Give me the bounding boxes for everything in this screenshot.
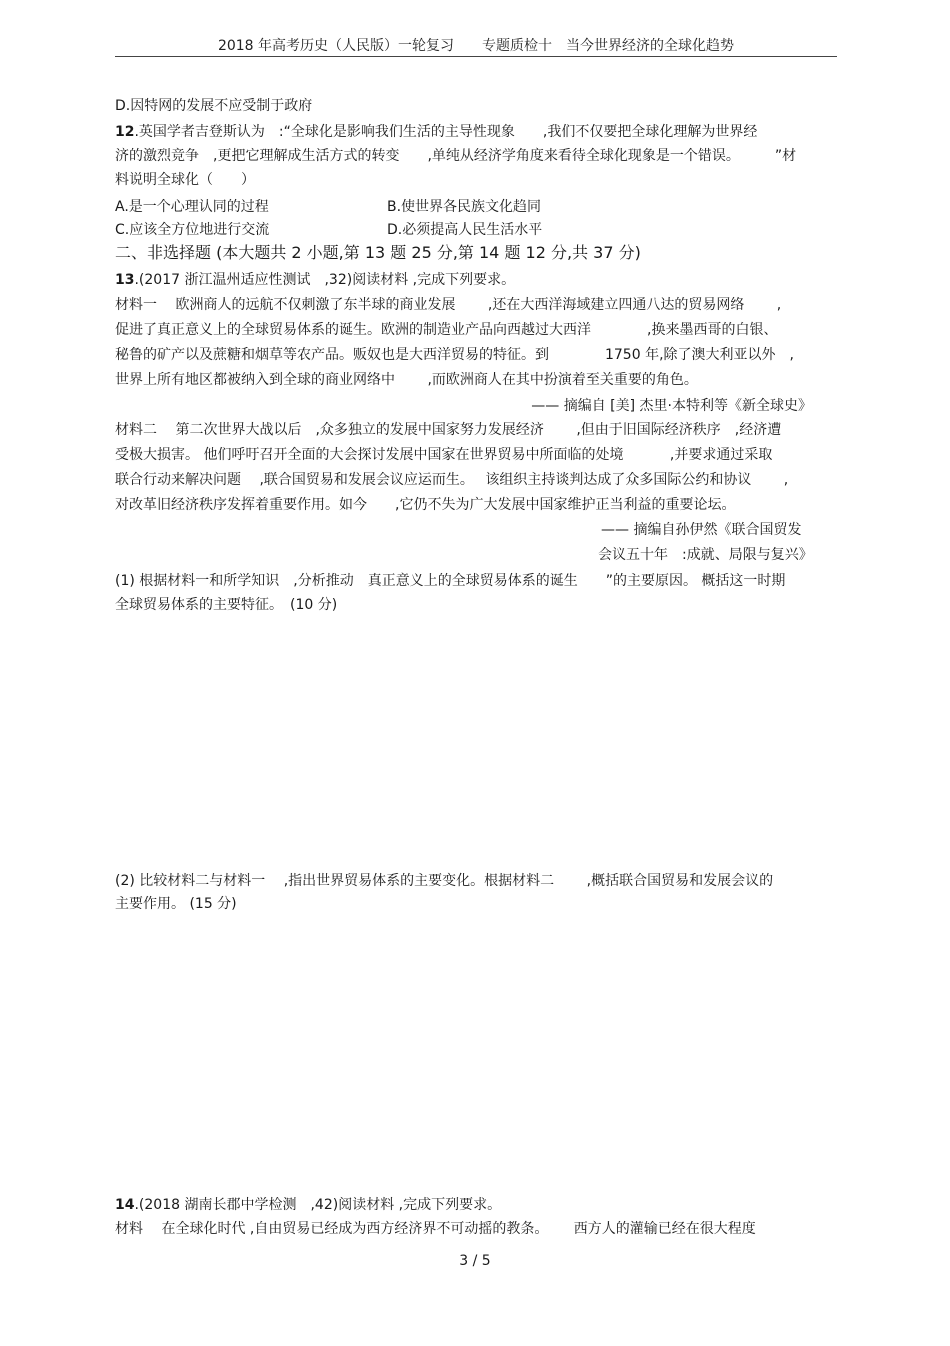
q13-intro-line [115,270,840,290]
section-2-title: 二、非选择题 (本大题共 2 小题,第 13 题 25 分,第 14 题 12 分,共 37 分) [115,243,641,262]
q13-number: 13 [115,272,135,288]
q13-material-1-line-3: 秘鲁的矿产以及蔗糖和烟草等农产品。贩奴也是大西洋贸易的特征。到 1750 年,除了澳大利亚以外 , [115,347,794,363]
q13-part-1-line-2: 全球贸易体系的主要特征。 (10 分) [115,597,338,613]
page-header: 2018 年高考历史（人民版）一轮复习 专题质检十 当今世界经济的全球化趋势 [217,38,735,54]
q13-material-1-line-4: 世界上所有地区都被纳入到全球的商业网络中 ,而欧洲商人在其中扮演着至关重要的角色。 [115,372,698,388]
q12-line-1 [115,122,840,142]
q12-text-1: .英国学者吉登斯认为 :“全球化是影响我们生活的主导性现象 ,我们不仅要把全球化理解为世界经 [134,124,758,140]
q13-material-2-line-1: 材料二 第二次世界大战以后 ,众多独立的发展中国家努力发展经济 ,但由于旧国际经济秩序 ,经济遭 [115,422,782,438]
q13-material-2-source-1: —— 摘编自孙伊然《联合国贸发 [601,522,802,538]
q12-option-a: A.是一个心理认同的过程 [115,199,269,215]
q12-number: 12 [115,124,135,140]
q13-material-1-source: —— 摘编自 [美] 杰里·本特利等《新全球史》 [531,398,812,414]
q13-intro: .(2017 浙江温州适应性测试 ,32)阅读材料 ,完成下列要求。 [134,272,516,288]
q13-material-2-source-2: 会议五十年 :成就、局限与复兴》 [598,547,813,563]
q12-line-3: 料说明全球化（ ） [115,172,255,188]
page-number: 3 / 5 [459,1253,491,1269]
q14-intro-line [115,1195,840,1215]
q13-material-1-line-2: 促进了真正意义上的全球贸易体系的诞生。欧洲的制造业产品向西越过大西洋 ,换来墨西哥的白银、 [115,322,778,338]
q12-line-2: 济的激烈竞争 ,更把它理解成生活方式的转变 ,单纯从经济学角度来看待全球化现象是一个错误。 ”材 [115,148,797,164]
q12-option-b: B.使世界各民族文化趋同 [387,199,542,215]
q13-material-2-line-4: 对改革旧经济秩序发挥着重要作用。如今 ,它仍不失为广大发展中国家维护正当利益的重要论坛。 [115,497,736,513]
q13-material-2-line-3: 联合行动来解决问题 ,联合国贸易和发展会议应运而生。 该组织主持谈判达成了众多国际公约和协议 , [115,472,789,488]
q14-number: 14 [115,1197,135,1213]
q13-material-2-line-2: 受极大损害。 他们呼吁召开全面的大会探讨发展中国家在世界贸易中所面临的处境 ,并要求通过采取 [115,447,773,463]
q13-part-2-line-2: 主要作用。 (15 分) [115,896,237,912]
q11-option-d: D.因特网的发展不应受制于政府 [115,98,313,114]
header-rule [115,56,837,57]
q13-part-2-line-1: (2) 比较材料二与材料一 ,指出世界贸易体系的主要变化。根据材料二 ,概括联合国贸易和发展会议的 [115,873,774,889]
q12-option-d: D.必须提高人民生活水平 [387,222,543,238]
q14-intro: .(2018 湖南长郡中学检测 ,42)阅读材料 ,完成下列要求。 [134,1197,502,1213]
q13-material-1-line-1: 材料一 欧洲商人的远航不仅刺激了东半球的商业发展 ,还在大西洋海域建立四通八达的贸易网络 , [115,297,782,313]
q12-option-c: C.应该全方位地进行交流 [115,222,270,238]
q14-material-line-1: 材料 在全球化时代 ,自由贸易已经成为西方经济界不可动摇的教条。 西方人的灌输已经在很大程度 [115,1221,756,1237]
q13-part-1-line-1: (1) 根据材料一和所学知识 ,分析推动 真正意义上的全球贸易体系的诞生 ”的主要原因。 概括这一时期 [115,573,786,589]
